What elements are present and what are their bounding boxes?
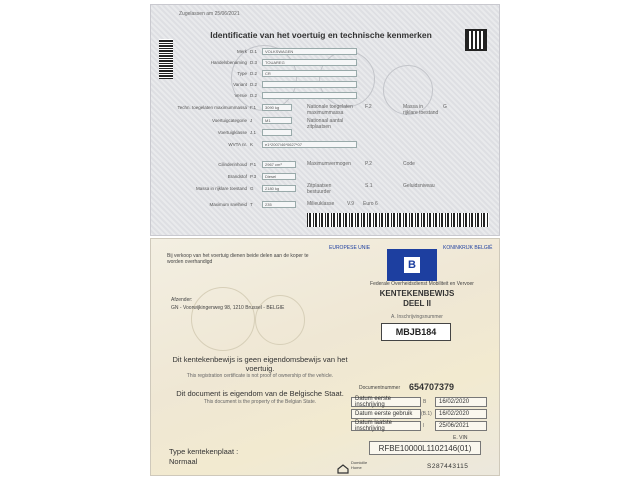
certificate-part xyxy=(150,238,500,476)
right-label: Zitplaatsen bestuurder xyxy=(307,183,332,195)
eu-label: EUROPESE UNIE xyxy=(329,245,371,251)
right-label: Code xyxy=(403,161,415,167)
logo-text: Domicilie Home xyxy=(351,460,368,470)
right-label: Geluidsniveau xyxy=(403,183,435,189)
field-row: Versie D.2 xyxy=(175,91,357,100)
vin-label: E. VIN xyxy=(453,435,468,441)
legal-text-block xyxy=(351,345,491,375)
eu-flag xyxy=(387,249,437,281)
date-row: Datum eerste gebruik xyxy=(351,409,421,419)
field-row: Techn. toegelaten maximummassa F.1 3090 kg xyxy=(175,103,292,112)
date-row: Datum laatste inschrijving xyxy=(351,421,421,431)
technical-part xyxy=(150,4,500,236)
vin-value: RFBE10000L1102146(01) xyxy=(369,441,481,455)
plate-type-label: Type kentekenplaat : xyxy=(169,447,239,456)
holder-address: GN - Voorwijkingenweg 98, 1210 Brussel - BELGIE xyxy=(171,305,285,311)
agency-name: Federale Overheidsdienst Mobiliteit en Vervoer xyxy=(370,281,474,287)
field-row: Cilinderinhoud P.1 2967 cm³ xyxy=(175,160,296,169)
document-number: 654707379 xyxy=(409,382,455,392)
date-value: 16/02/2020 xyxy=(435,409,487,419)
qr-code xyxy=(465,29,487,51)
document-number-label: Documentnummer xyxy=(359,385,401,391)
field-row: Merk D.1 VOLKSWAGEN xyxy=(175,47,357,56)
field-row: WVTA nr. K e1*2007/46*0627*07 xyxy=(175,140,357,149)
right-code: P.2 xyxy=(365,161,372,167)
registration-certificate xyxy=(150,4,500,476)
field-row: Variant D.2 xyxy=(175,80,357,89)
field-row: Maximum snelheid T 235 xyxy=(175,200,296,209)
date-value: 16/02/2020 xyxy=(435,397,487,407)
field-row: Massa in rijklare toestand G 2180 kg xyxy=(175,184,296,193)
right-label: Nationale toegelaten maximummassa xyxy=(307,104,353,116)
date-row: Datum eerste inschrijving xyxy=(351,397,421,407)
field-row: Voertuigklasse J.1 xyxy=(175,128,292,137)
ownership-statement-en: This registration certificate is not proof of ownership of the vehicle. xyxy=(186,373,334,379)
license-plate-number: MBJB184 xyxy=(381,323,451,341)
transfer-warning: Bij verkoop van het voertuig dienen beide delen aan de koper te worden overhandigd xyxy=(167,253,309,265)
house-icon xyxy=(337,461,349,471)
serial-number: S287443115 xyxy=(427,463,469,470)
date-code: I xyxy=(423,423,425,429)
date-code: (B.1) xyxy=(421,411,432,417)
right-code: G xyxy=(443,104,447,110)
environment-class: Euro 6 xyxy=(363,201,378,207)
state-property-statement-en: This document is the property of the Belgian State. xyxy=(203,399,317,405)
plate-type-value: Normaal xyxy=(169,457,198,466)
part-label: DEEL II xyxy=(403,299,431,308)
right-label: Massa in rijklare toestand xyxy=(403,104,439,116)
right-label: Nationaal aantal zitplaatsen xyxy=(307,118,344,130)
plate-label: A. Inschrijvingsnummer xyxy=(391,314,443,320)
certificate-title: KENTEKENBEWIJS xyxy=(379,289,455,298)
field-row: Brandstof P.3 Diesel xyxy=(175,172,296,181)
date-code: B xyxy=(423,399,427,405)
holder-label: Afzender: xyxy=(171,297,193,303)
right-label: Milieuklasse xyxy=(307,201,335,207)
watermark-circle xyxy=(255,295,305,345)
right-label: Maximumvermogen xyxy=(307,161,351,167)
right-code: V.9 xyxy=(347,201,355,207)
kingdom-label: KONINKRIJK BELGIË xyxy=(443,245,493,251)
country-code-icon: B xyxy=(404,257,420,273)
field-row: Handelsbenaming D.3 TOUAREG xyxy=(175,58,357,67)
right-code: F.2 xyxy=(365,104,372,110)
right-code: S.1 xyxy=(365,183,373,189)
section-title: Identificatie van het voertuig en technische kenmerken xyxy=(210,30,432,40)
watermark-circle xyxy=(191,287,255,351)
state-property-statement: Dit document is eigendom van de Belgische Staat. xyxy=(176,389,344,398)
bottom-barcode xyxy=(307,213,489,227)
field-row: Voertuigcategorie J M1 xyxy=(175,116,292,125)
header-note: Zugelassen am 25/06/2021 xyxy=(179,11,240,17)
ownership-statement: Dit kentekenbewijs is geen eigendomsbewijs van het voertuig. xyxy=(172,355,348,373)
field-row: Type D.2 CR xyxy=(175,69,357,78)
side-barcode xyxy=(159,39,173,79)
date-value: 25/06/2021 xyxy=(435,421,487,431)
